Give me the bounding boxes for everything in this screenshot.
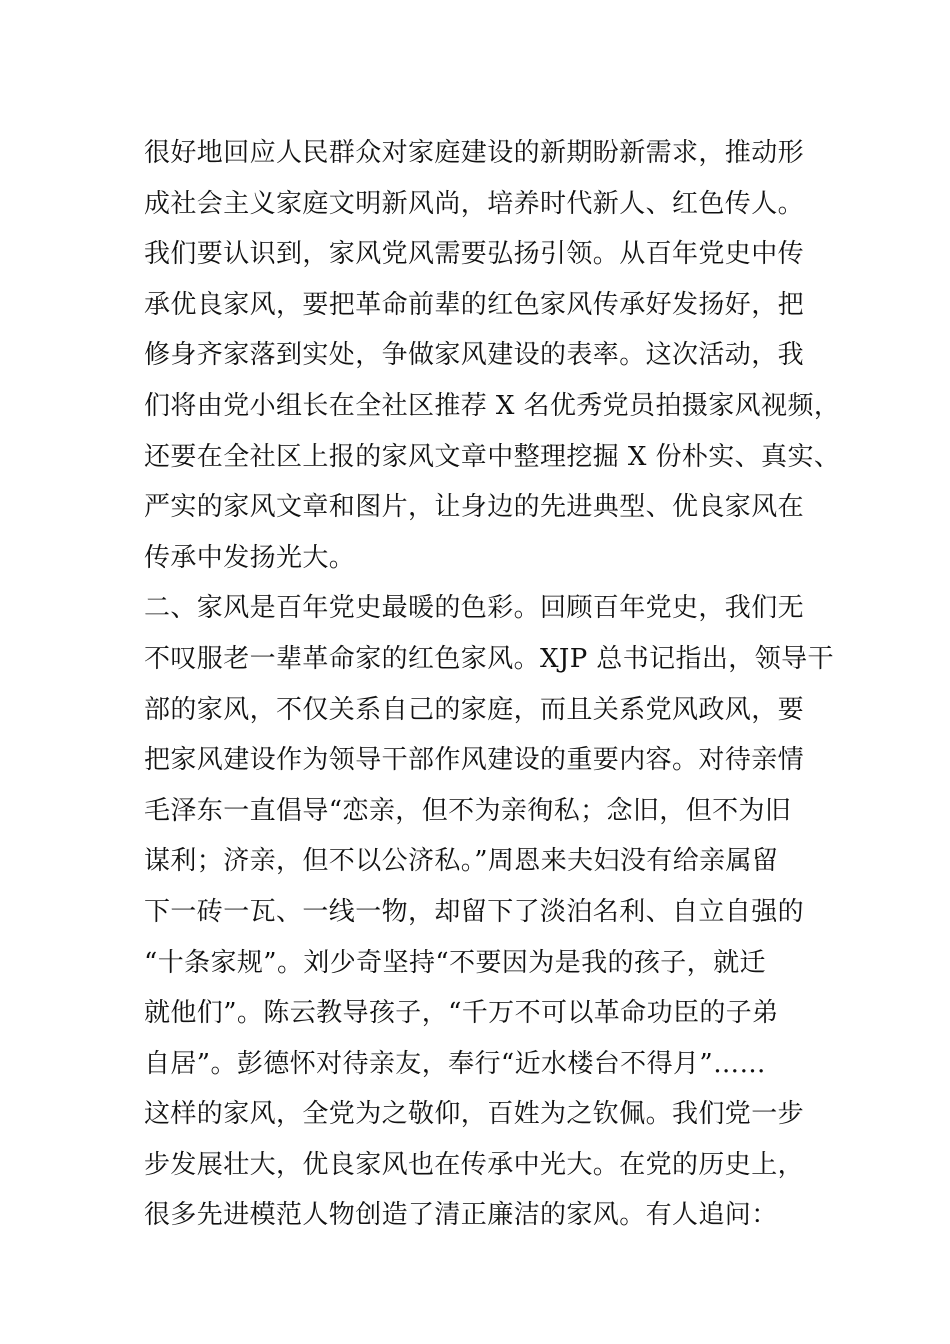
text-line: 严实的家风文章和图片，让身边的先进典型、优良家风在 (144, 492, 805, 523)
text-line: 就他们”。陈云教导孩子，“千万不可以革命功臣的子弟 (144, 998, 779, 1029)
text-line: 这样的家风，全党为之敬仰，百姓为之钦佩。我们党一步 (144, 1099, 805, 1130)
text-line: 还要在全社区上报的家风文章中整理挖掘 X 份朴实、真实、 (144, 441, 841, 472)
text-line: 承优良家风，要把革命前辈的红色家风传承好发扬好，把 (144, 289, 805, 320)
text-line: 步发展壮大，优良家风也在传承中光大。在党的历史上， (144, 1149, 805, 1180)
text-line: 部的家风，不仅关系自己的家庭，而且关系党风政风，要 (144, 694, 805, 725)
text-line: 成社会主义家庭文明新风尚，培养时代新人、红色传人。 (144, 188, 805, 219)
text-line: 二、家风是百年党史最暖的色彩。回顾百年党史，我们无 (144, 593, 805, 624)
text-line: 下一砖一瓦、一线一物，却留下了淡泊名利、自立自强的 (144, 896, 805, 927)
text-line: 自居”。彭德怀对待亲友，奉行“近水楼台不得月”…… (144, 1048, 766, 1079)
text-line: 谋利；济亲，但不以公济私。”周恩来夫妇没有给亲属留 (144, 846, 779, 877)
text-line: 我们要认识到，家风党风需要弘扬引领。从百年党史中传 (144, 239, 805, 270)
text-line: 传承中发扬光大。 (144, 542, 356, 573)
text-line: 们将由党小组长在全社区推荐 X 名优秀党员拍摄家风视频， (144, 390, 841, 421)
text-line: 很多先进模范人物创造了清正廉洁的家风。有人追问： (144, 1200, 778, 1231)
text-line: 毛泽东一直倡导“恋亲，但不为亲徇私；念旧，但不为旧 (144, 795, 792, 826)
text-line: 修身齐家落到实处，争做家风建设的表率。这次活动，我 (144, 340, 805, 371)
text-line: “十条家规”。刘少奇坚持“不要因为是我的孩子，就迁 (144, 947, 766, 978)
text-line: 很好地回应人民群众对家庭建设的新期盼新需求，推动形 (144, 138, 805, 168)
text-line: 不叹服老一辈革命家的红色家风。XJP 总书记指出，领导干 (144, 643, 834, 674)
text-line: 把家风建设作为领导干部作风建设的重要内容。对待亲情 (144, 745, 805, 776)
body-text (144, 128, 841, 1241)
